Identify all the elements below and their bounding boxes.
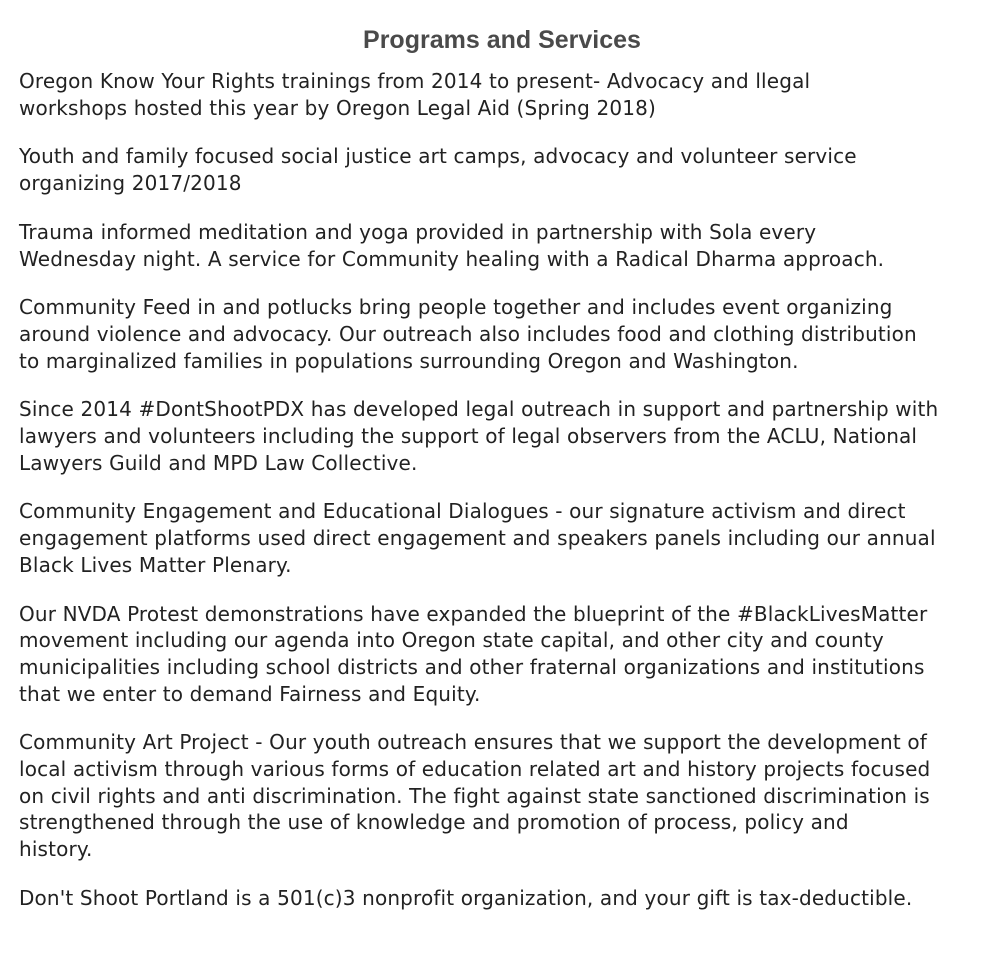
paragraph-line: history. (19, 837, 93, 862)
paragraph-line: Oregon Know Your Rights trainings from 2014 to present- Advocacy and llegal (19, 69, 811, 93)
paragraph-4 (19, 294, 985, 374)
paragraph-6 (19, 498, 985, 578)
paragraph-line: engagement platforms used direct engagement and speakers panels including our annual (19, 526, 936, 551)
paragraph-3 (19, 219, 985, 272)
paragraph-5 (19, 396, 985, 476)
paragraph-line: lawyers and volunteers including the support of legal observers from the ACLU, National (19, 424, 918, 449)
paragraph-line: Youth and family focused social justice art camps, advocacy and volunteer service (19, 144, 857, 169)
paragraph-line: Community Art Project - Our youth outreach ensures that we support the development of (19, 730, 927, 755)
paragraph-line: Black Lives Matter Plenary. (19, 552, 292, 577)
page-title: Programs and Services (363, 26, 641, 54)
paragraph-line: movement including our agenda into Oregon state capital, and other city and county (19, 628, 884, 653)
paragraph-2 (19, 143, 985, 196)
paragraph-1 (19, 68, 985, 121)
paragraph-line: that we enter to demand Fairness and Equity. (19, 681, 481, 706)
paragraph-line: Community Engagement and Educational Dialogues - our signature activism and direct (19, 499, 906, 524)
paragraph-line: Wednesday night. A service for Community healing with a Radical Dharma approach. (19, 246, 885, 271)
paragraph-line: municipalities including school districts and other fraternal organizations and institutions (19, 654, 925, 679)
paragraph-9 (19, 885, 985, 912)
paragraph-line: workshops hosted this year by Oregon Legal Aid (Spring 2018) (19, 95, 656, 120)
paragraph-8 (19, 729, 985, 863)
paragraph-line: to marginalized families in populations surrounding Oregon and Washington. (19, 348, 799, 373)
paragraph-line: Community Feed in and potlucks bring people together and includes event organizing (19, 295, 893, 320)
paragraph-line: Lawyers Guild and MPD Law Collective. (19, 450, 418, 475)
paragraph-line: on civil rights and anti discrimination. The fight against state sanctioned discrimination is (19, 783, 930, 808)
paragraph-line: Trauma informed meditation and yoga provided in partnership with Sola every (19, 219, 817, 244)
paragraph-line: organizing 2017/2018 (19, 171, 242, 196)
paragraph-line: around violence and advocacy. Our outreach also includes food and clothing distribution (19, 321, 917, 346)
paragraph-7 (19, 601, 985, 708)
paragraph-line: strengthened through the use of knowledge and promotion of process, policy and (19, 810, 849, 835)
paragraph-line: Our NVDA Protest demonstrations have expanded the blueprint of the #BlackLivesMatter (19, 601, 928, 626)
paragraph-line: Since 2014 #DontShootPDX has developed legal outreach in support and partnership with (19, 397, 939, 422)
paragraph-line: local activism through various forms of education related art and history projects focused (19, 757, 931, 782)
paragraph-list (19, 68, 985, 912)
paragraph-line: Don't Shoot Portland is a 501(c)3 nonprofit organization, and your gift is tax-deductible. (19, 885, 913, 910)
